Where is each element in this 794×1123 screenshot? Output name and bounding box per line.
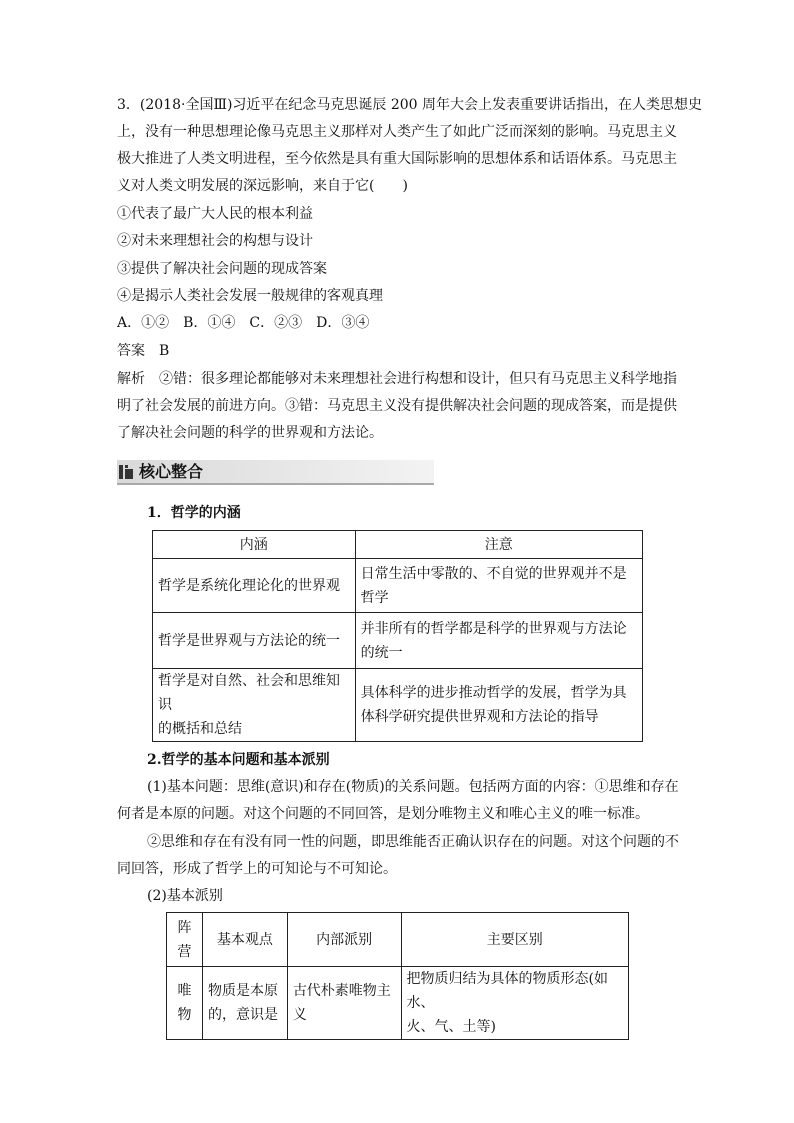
cell-text: 哲学是系统化理论化的世界观 xyxy=(158,577,340,594)
header-branch: 内部派别 xyxy=(287,913,401,967)
para-line: 同回答，形成了哲学上的可知论与不可知论。 xyxy=(117,861,397,877)
cell-text: 唯 xyxy=(177,983,192,999)
philosophy-meaning-table xyxy=(152,530,643,742)
cell-text: 把物质归结为具体的物质形态(如水、 xyxy=(406,971,608,1011)
option-4: ④是揭示人类社会发展一般规律的客观真理 xyxy=(117,288,383,304)
cell-text: 阵 xyxy=(177,919,192,936)
header-camp xyxy=(167,913,203,967)
part1-title: 1．哲学的内涵 xyxy=(147,505,241,521)
question-line: 义对人类文明发展的深远影响，来自于它( ) xyxy=(117,178,408,194)
cell-text: 体科学研究提供世界观和方法论的指导 xyxy=(360,709,599,725)
cell-text: 的统一 xyxy=(360,644,403,661)
note-cell xyxy=(355,559,642,613)
answer-label: 答案 xyxy=(117,343,145,359)
cell-text: 哲学是对自然、社会和思维知识 xyxy=(158,673,340,713)
question-line: 上，没有一种思想理论像马克思主义那样对人类产生了如此广泛而深刻的影响。马克思主义 xyxy=(117,124,677,140)
analysis-text: ②错：很多理论都能够对未来理想社会进行构想和设计，但只有马克思主义科学地指 xyxy=(159,371,677,387)
question-line: 3．(2018·全国Ⅲ)习近平在纪念马克思诞辰 200 周年大会上发表重要讲话指出，在人类思想史 xyxy=(117,97,703,113)
para-line: 何者是本原的问题。对这个问题的不同回答，是划分唯物主义和唯心主义的唯一标准。 xyxy=(117,806,649,822)
cell-text: 的，意识是 xyxy=(207,1007,278,1023)
option-1: ①代表了最广大人民的根本利益 xyxy=(117,206,313,222)
para-line: ②思维和存在有没有同一性的问题，即思维能否正确认识存在的问题。对这个问题的不 xyxy=(147,834,679,850)
cell-text: 营 xyxy=(177,943,192,960)
para-line: (1)基本问题：思维(意识)和存在(物质)的关系问题。包括两方面的内容：①思维和存在 xyxy=(147,779,679,795)
cell-text: 古代朴素唯物主 xyxy=(292,983,391,999)
header-meaning: 内涵 xyxy=(153,531,356,559)
cell-text: 哲学是世界观与方法论的统一 xyxy=(158,632,340,649)
cell-text: 具体科学的进步推动哲学的发展，哲学为具 xyxy=(360,685,627,701)
option-3: ③提供了解决社会问题的现成答案 xyxy=(117,261,327,277)
cell-text: 物质是本原 xyxy=(207,983,278,999)
branch-cell xyxy=(287,967,401,1040)
section-marker-icon xyxy=(119,465,133,479)
table-header-row xyxy=(153,531,643,559)
view-cell xyxy=(202,967,287,1040)
philosophy-schools-table xyxy=(166,912,629,1040)
table-header-row xyxy=(167,913,629,967)
cell-text: 的概括和总结 xyxy=(158,721,242,737)
analysis-line: 明了社会发展的前进方向。③错：马克思主义没有提供解决社会问题的现成答案，而是提供 xyxy=(117,398,677,414)
table-row xyxy=(153,669,643,742)
answer-value: B xyxy=(159,343,170,359)
analysis-line xyxy=(117,369,677,389)
table-row xyxy=(167,967,629,1040)
cell-text: 义 xyxy=(292,1007,307,1023)
header-view: 基本观点 xyxy=(202,913,287,967)
header-diff: 主要区别 xyxy=(401,913,628,967)
answer-choices: A．①② B．①④ C．②③ D．③④ xyxy=(117,315,370,331)
table-row xyxy=(153,613,643,669)
header-note: 注意 xyxy=(355,531,642,559)
cell-text: 物 xyxy=(177,1007,192,1023)
option-2: ②对未来理想社会的构想与设计 xyxy=(117,233,313,249)
section-title: 核心整合 xyxy=(139,462,204,481)
camp-cell xyxy=(167,967,203,1040)
meaning-cell xyxy=(153,669,356,742)
answer-line xyxy=(117,341,169,361)
cell-text: 日常生活中零散的、不自觉的世界观并不是 xyxy=(360,565,627,582)
note-cell xyxy=(355,613,642,669)
meaning-cell xyxy=(153,613,356,669)
question-line: 极大推进了人类文明进程，至今依然是具有重大国际影响的思想体系和话语体系。马克思主 xyxy=(117,151,677,167)
analysis-line: 了解决社会问题的科学的世界观和方法论。 xyxy=(117,425,383,441)
analysis-label: 解析 xyxy=(117,371,145,387)
part2-subtitle: (2)基本派别 xyxy=(147,888,223,904)
part2-title: 2.哲学的基本问题和基本派别 xyxy=(147,752,330,768)
note-cell xyxy=(355,669,642,742)
cell-text: 火、气、土等) xyxy=(406,1019,496,1035)
section-header xyxy=(117,460,434,485)
cell-text: 并非所有的哲学都是科学的世界观与方法论 xyxy=(360,620,627,637)
meaning-cell xyxy=(153,559,356,613)
table-row xyxy=(153,559,643,613)
diff-cell xyxy=(401,967,628,1040)
cell-text: 哲学 xyxy=(360,589,389,606)
